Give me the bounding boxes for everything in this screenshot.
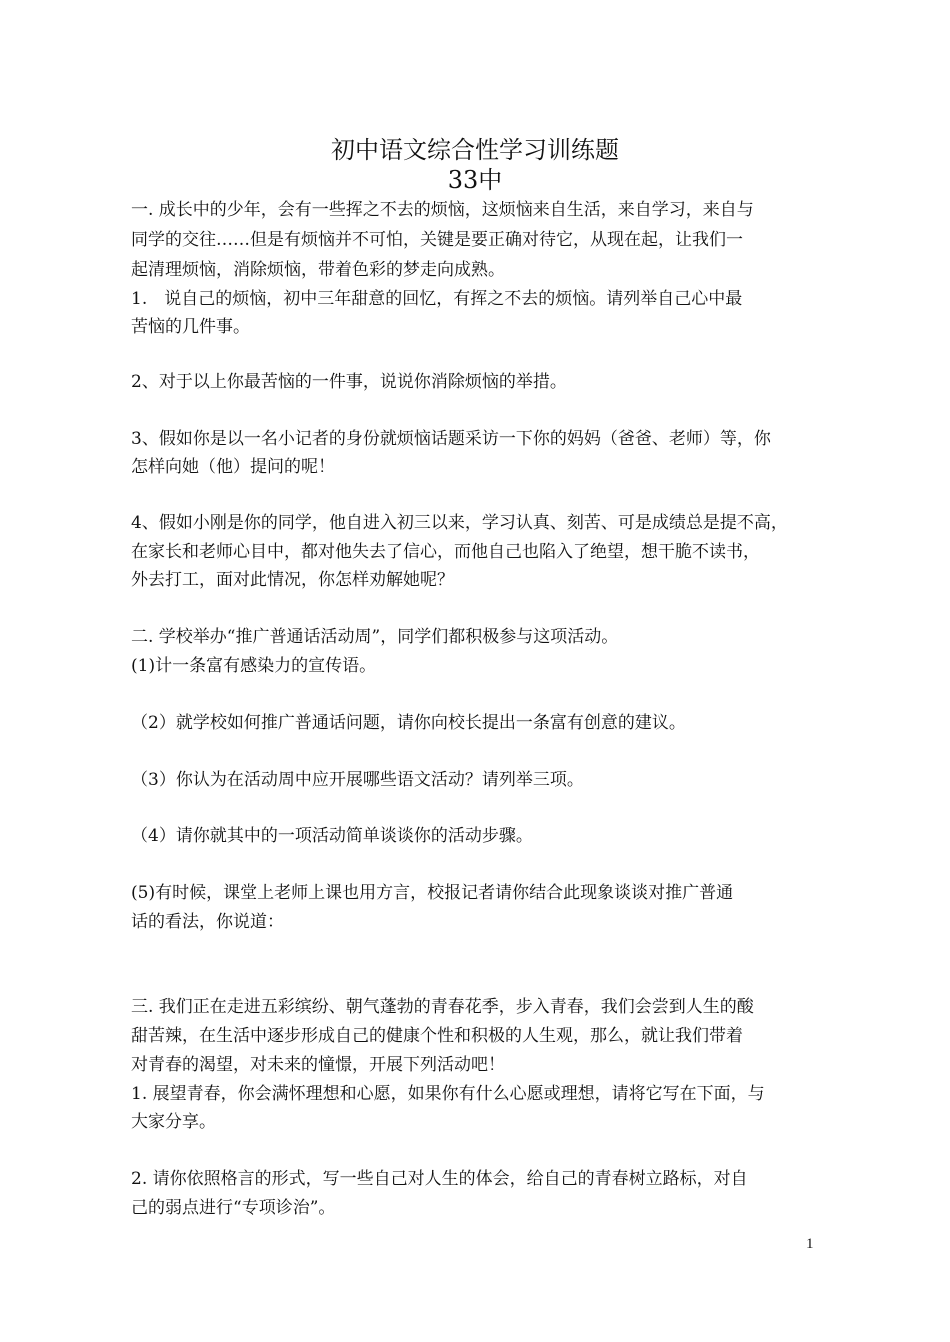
text-line: 苦恼的几件事。	[131, 317, 250, 337]
text-line: 外去打工，面对此情况，你怎样劝解她呢？	[131, 570, 454, 590]
text-line: 话的看法，你说道：	[131, 912, 284, 932]
text-line: 对青春的渴望，对未来的憧憬，开展下列活动吧！	[131, 1055, 505, 1075]
document-title: 初中语文综合性学习训练题	[331, 136, 619, 164]
text-line: 二. 学校举办“推广普通话活动周”，同学们都积极参与这项活动。	[131, 627, 619, 647]
text-line: 2、对于以上你最苦恼的一件事，说说你消除烦恼的举措。	[131, 372, 567, 392]
text-line: 一. 成长中的少年，会有一些挥之不去的烦恼，这烦恼来自生活，来自学习，来自与	[131, 200, 754, 220]
text-line: 怎样向她（他）提问的呢！	[131, 457, 335, 477]
document-subtitle: 33中	[447, 166, 503, 194]
text-line: 起清理烦恼，消除烦恼，带着色彩的梦走向成熟。	[131, 260, 505, 280]
text-line: 大家分享。	[131, 1112, 216, 1132]
text-line: （3）你认为在活动周中应开展哪些语文活动？请列举三项。	[131, 770, 584, 790]
text-line: 甜苦辣，在生活中逐步形成自己的健康个性和积极的人生观，那么，就让我们带着	[131, 1026, 743, 1046]
text-line: (1)计一条富有感染力的宣传语。	[131, 656, 377, 676]
text-line: （4）请你就其中的一项活动简单谈谈你的活动步骤。	[131, 826, 533, 846]
page-number: 1	[806, 1236, 814, 1252]
text-line: 2. 请你依照格言的形式，写一些自己对人生的体会，给自己的青春树立路标，对自	[131, 1169, 748, 1189]
text-line: 4、假如小刚是你的同学，他自进入初三以来，学习认真、刻苦、可是成绩总是提不高，	[131, 513, 788, 533]
text-line: 三. 我们正在走进五彩缤纷、朝气蓬勃的青春花季，步入青春，我们会尝到人生的酸	[131, 997, 754, 1017]
text-line: 1. 展望青春，你会满怀理想和心愿，如果你有什么心愿或理想，请将它写在下面，与	[131, 1084, 765, 1104]
text-line: (5)有时候，课堂上老师上课也用方言，校报记者请你结合此现象谈谈对推广普通	[131, 883, 734, 903]
text-line: 在家长和老师心目中，都对他失去了信心，而他自己也陷入了绝望，想干脆不读书，	[131, 542, 760, 562]
text-line: 同学的交往……但是有烦恼并不可怕，关键是要正确对待它，从现在起，让我们一	[131, 230, 743, 250]
text-line: 1. 说自己的烦恼，初中三年甜意的回忆，有挥之不去的烦恼。请列举自己心中最	[131, 289, 743, 309]
text-line: 己的弱点进行“专项诊治”。	[131, 1198, 336, 1218]
text-line: （2）就学校如何推广普通话问题，请你向校长提出一条富有创意的建议。	[131, 713, 686, 733]
text-line: 3、假如你是以一名小记者的身份就烦恼话题采访一下你的妈妈（爸爸、老师）等，你	[131, 429, 771, 449]
